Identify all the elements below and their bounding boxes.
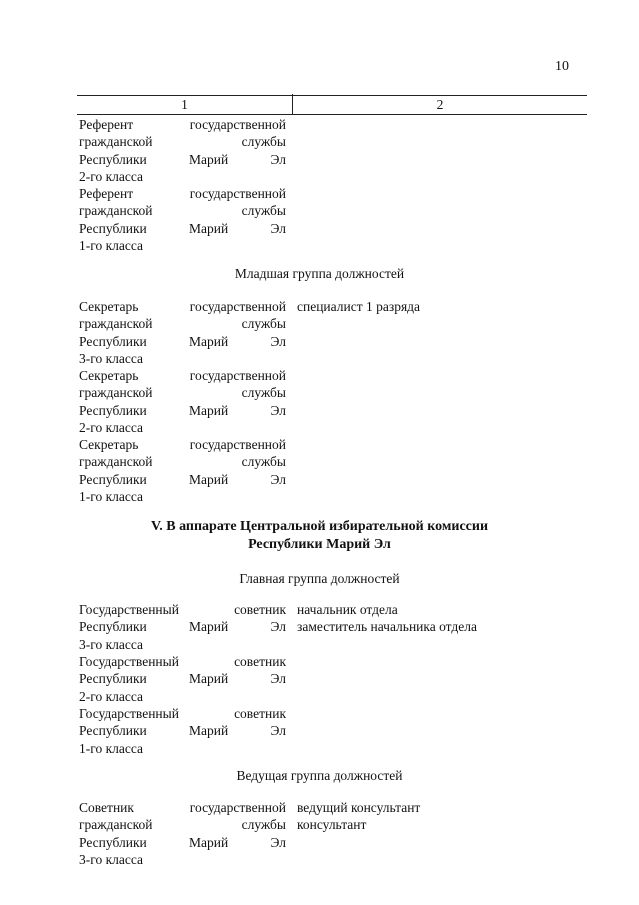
rank-grade: 2-го класса: [79, 169, 143, 185]
rank-title: Секретарь: [79, 368, 139, 383]
rank-word: Эл: [270, 220, 286, 236]
rank-grade: 3-го класса: [79, 852, 143, 868]
rank-title: Референт: [79, 117, 134, 132]
rank-title: Государственный: [79, 654, 179, 669]
rank-grade: 2-го класса: [79, 688, 143, 704]
rank-word: Республики: [79, 151, 147, 167]
rank-word: Эл: [270, 402, 286, 418]
rank-cell: [79, 436, 286, 506]
position-cell: [297, 298, 587, 315]
group-heading-main: Главная группа должностей: [239, 571, 400, 586]
rank-word: гражданской: [79, 817, 153, 833]
rank-grade: 2-го класса: [79, 420, 143, 436]
rank-grade: 1-го класса: [79, 489, 143, 505]
rank-word: государственной: [189, 186, 286, 201]
table-header-col1: 1: [181, 97, 188, 112]
rank-word: Эл: [270, 723, 286, 739]
rank-word: государственной: [189, 800, 286, 815]
rank-word: Марий: [189, 333, 229, 349]
rank-word: Марий: [189, 151, 229, 167]
rank-word: службы: [241, 385, 286, 401]
rank-cell: [79, 705, 286, 757]
rank-word: Эл: [270, 333, 286, 349]
rank-word: Республики: [79, 723, 147, 739]
rank-grade: 1-го класса: [79, 740, 143, 756]
page-number: 10: [555, 59, 569, 74]
group-heading-junior: Младшая группа должностей: [234, 266, 405, 281]
rank-cell: [79, 799, 286, 869]
rank-word: Республики: [79, 220, 147, 236]
rank-word: Марий: [189, 619, 229, 635]
position-name: начальник отдела: [297, 602, 398, 617]
table-header-col2: 2: [436, 97, 444, 112]
rank-word: Марий: [189, 671, 229, 687]
position-cell: [297, 799, 587, 834]
rank-cell: [79, 601, 286, 653]
rank-word: службы: [241, 134, 286, 150]
rank-word: государственной: [189, 437, 286, 452]
section-title-line2: Республики Марий Эл: [248, 537, 391, 552]
rank-word: службы: [241, 203, 286, 219]
rank-word: службы: [241, 316, 286, 332]
rank-word: Эл: [270, 619, 286, 635]
rank-word: гражданской: [79, 385, 153, 401]
rank-word: гражданской: [79, 134, 153, 150]
rank-cell: [79, 116, 286, 186]
rank-title: Секретарь: [79, 299, 139, 314]
rank-word: Республики: [79, 471, 147, 487]
rank-cell: [79, 298, 286, 368]
rank-word: гражданской: [79, 454, 153, 470]
rank-word: Эл: [270, 151, 286, 167]
rank-cell: [79, 185, 286, 255]
rank-word: советник: [234, 654, 286, 669]
rank-word: Марий: [189, 723, 229, 739]
rank-word: гражданской: [79, 203, 153, 219]
position-cell: [297, 601, 587, 636]
rank-title: Государственный: [79, 602, 179, 617]
rank-word: Республики: [79, 333, 147, 349]
rank-word: Эл: [270, 471, 286, 487]
rank-word: Марий: [189, 402, 229, 418]
rank-grade: 3-го класса: [79, 351, 143, 367]
table-header: [77, 95, 587, 115]
rank-word: Марий: [189, 471, 229, 487]
rank-word: Эл: [270, 834, 286, 850]
rank-word: советник: [234, 706, 286, 721]
rank-cell: [79, 653, 286, 705]
rank-grade: 3-го класса: [79, 636, 143, 652]
rank-grade: 1-го класса: [79, 238, 143, 254]
rank-word: Республики: [79, 834, 147, 850]
rank-title: Секретарь: [79, 437, 139, 452]
rank-cell: [79, 367, 286, 437]
position-name: заместитель начальника отдела: [297, 619, 477, 635]
rank-word: Эл: [270, 671, 286, 687]
group-heading-leading: Ведущая группа должностей: [236, 768, 403, 783]
rank-title: Государственный: [79, 706, 179, 721]
section-title-line1: V. В аппарате Центральной избирательной комиссии: [150, 519, 489, 534]
rank-word: советник: [234, 602, 286, 617]
position-name: специалист 1 разряда: [297, 299, 421, 314]
rank-word: государственной: [189, 299, 286, 314]
rank-word: Марий: [189, 220, 229, 236]
rank-word: Республики: [79, 671, 147, 687]
rank-word: государственной: [189, 117, 286, 132]
rank-word: государственной: [189, 368, 286, 383]
rank-word: гражданской: [79, 316, 153, 332]
rank-word: Республики: [79, 619, 147, 635]
position-name: ведущий консультант: [297, 800, 421, 815]
rank-word: Марий: [189, 834, 229, 850]
rank-word: службы: [241, 817, 286, 833]
position-name: консультант: [297, 817, 367, 833]
rank-title: Референт: [79, 186, 134, 201]
rank-title: Советник: [79, 800, 134, 815]
rank-word: Республики: [79, 402, 147, 418]
rank-word: службы: [241, 454, 286, 470]
